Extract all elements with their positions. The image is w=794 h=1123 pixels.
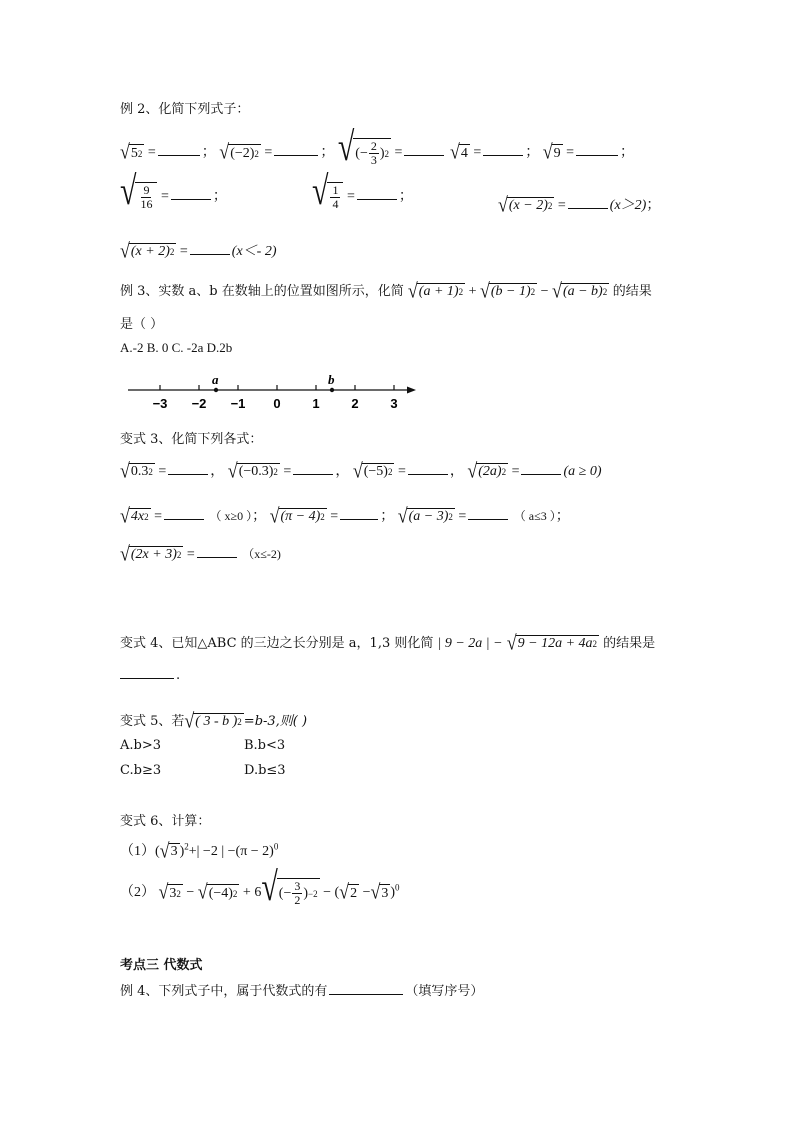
sqrt-neg2sq: √ (−2) 2 xyxy=(219,140,259,164)
tick-label: −2 xyxy=(191,396,207,411)
answer-blank[interactable] xyxy=(274,143,318,156)
answer-blank[interactable] xyxy=(408,462,448,475)
sqrt-9: √ 9 xyxy=(542,140,561,164)
var5-option-c: C.b≥3 xyxy=(120,763,162,778)
number-line xyxy=(120,368,430,416)
answer-blank[interactable] xyxy=(468,507,508,520)
var6-title: 变式 6、计算： xyxy=(120,814,211,829)
number-line-arrow xyxy=(407,387,416,394)
answer-blank[interactable] xyxy=(568,196,608,209)
var6-part2: （2） √ 3 2 − √ (−4) 2 + 6 √ (− $\frac{3}{2}$ ) −2 − ( √ 2 − √ 3 )$^0$ xyxy=(120,864,400,910)
ex2-row1: √ 5 2 = ； √ (−2) 2 = ； √ (− $\frac{2}{3}$ ) 2 = √ 4 = ； √ 9 = ； xyxy=(120,124,635,170)
answer-blank[interactable] xyxy=(164,507,204,520)
var4-question: 变式 4、已知△ABC 的三边之长分别是 a，1,3 则化简 | 9 − 2a | − √ 9 − 12a + 4a 2 的结果是 xyxy=(120,630,656,654)
tick-label: 0 xyxy=(273,396,281,411)
var3-row2: √ 4x 2 = （ x≥0 ）； √ (π − 4) 2 = ； √ (a − 3) 2 = （ a≤3 ）； xyxy=(120,503,570,527)
answer-blank[interactable] xyxy=(357,187,397,200)
answer-blank[interactable] xyxy=(340,507,378,520)
answer-blank[interactable] xyxy=(168,462,208,475)
answer-blank[interactable] xyxy=(190,242,230,255)
answer-blank[interactable] xyxy=(521,462,561,475)
ex2-row2-c: √ (x − 2) 2 = (x＞2)； xyxy=(498,192,661,216)
var5-option-a: A.b>3 xyxy=(120,738,162,753)
ex3-line2: 是（ ） xyxy=(120,317,164,332)
section-heading: 考点三 代数式 xyxy=(120,958,203,973)
var5-question: 变式 5、若 √ ( 3 - b ) 2 =b-3,则( ) xyxy=(120,708,308,732)
answer-blank[interactable] xyxy=(576,143,618,156)
var4-answer: . xyxy=(120,666,180,683)
tick-label: −1 xyxy=(230,396,246,411)
ex2-row2-b: √ $\frac{1}{4}$ = ； xyxy=(312,168,413,214)
tick-label: 2 xyxy=(351,396,359,411)
var6-part1: （1）( √ 3 )$^2$+| −2 | $-(\pi - 2)^0$ xyxy=(120,838,279,862)
ex2-title: 例 2、化简下列式子： xyxy=(120,102,250,117)
var5-option-d: D.b≤3 xyxy=(244,763,286,778)
answer-blank[interactable] xyxy=(171,187,211,200)
answer-blank[interactable] xyxy=(329,982,403,995)
answer-blank[interactable] xyxy=(483,143,523,156)
label-a: a xyxy=(212,372,219,387)
tick-label: −3 xyxy=(152,396,168,411)
point-a xyxy=(214,388,218,392)
ex2-row2-a: √ $\frac{9}{16}$ = ； xyxy=(120,168,227,214)
answer-blank[interactable] xyxy=(404,143,444,156)
ex4-question: 例 4、下列式子中，属于代数式的有 （填写序号） xyxy=(120,984,484,999)
sqrt-4: √ 4 xyxy=(449,140,468,164)
answer-blank[interactable] xyxy=(120,666,174,679)
ex2-row3: √ (x + 2) 2 = (x＜- 2) xyxy=(120,238,277,262)
label-b: b xyxy=(328,372,335,387)
ex3-options: A.-2 B. 0 C. -2a D.2b xyxy=(120,340,233,355)
var5-option-b: B.b<3 xyxy=(244,738,286,753)
tick-label: 1 xyxy=(312,396,320,411)
tick-label: 3 xyxy=(390,396,398,411)
sqrt-neg-two-thirds-sq: √ (− $\frac{2}{3}$ ) 2 xyxy=(337,124,390,170)
point-b xyxy=(330,388,334,392)
var3-title: 变式 3、化简下列各式： xyxy=(120,432,263,447)
answer-blank[interactable] xyxy=(293,462,333,475)
var3-row1: √ 0.3 2 = ， √ (−0.3) 2 = ， √ (−5) 2 = ， √ (2a) 2 = (a ≥ 0) xyxy=(120,458,602,482)
var3-row3: √ (2x + 3) 2 = （x≤-2) xyxy=(120,541,281,565)
sqrt-5sq: √ 5 2 xyxy=(120,140,143,164)
answer-blank[interactable] xyxy=(197,545,237,558)
ex3-question: 例 3、实数 a、b 在数轴上的位置如图所示，化简 √ (a + 1) 2 + √ (b − 1) 2 − √ (a − b) 2 的结果 xyxy=(120,278,652,302)
answer-blank[interactable] xyxy=(158,143,200,156)
